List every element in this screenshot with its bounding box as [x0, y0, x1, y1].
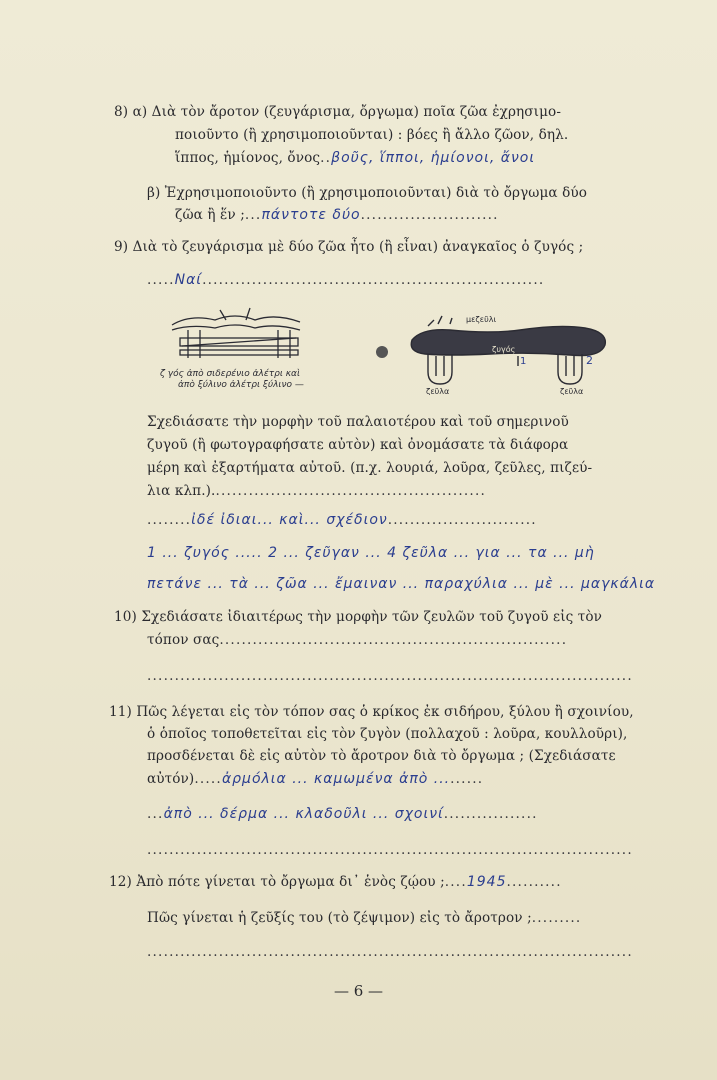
draw-text-4: λια κλπ.).	[147, 483, 216, 499]
q12-line-1: 12) Ἀπὸ πότε γίνεται τὸ ὄργωμα δι᾽ ἑνὸς ζῴου ;....1945..........	[109, 874, 562, 890]
q8a-text-2: ποιοῦντο (ἢ χρησιμοποιοῦνται) : βόες ἢ ἄλλο ζῶον, δηλ.	[175, 127, 569, 143]
q8-line-1	[114, 104, 561, 120]
q8b-line-2: ζῶα ἢ ἕν ;...πάντοτε δύο.........................	[175, 207, 499, 223]
q10-line-1	[114, 609, 602, 625]
q11-answer-1: ἀρμόλια ... καμωμένα ἀπὸ ...	[221, 771, 451, 787]
label-two: 2	[586, 354, 593, 367]
q8a-text-1: α) Διὰ τὸν ἄροτον (ζευγάρισμα, ὄργωμα) ποῖα ζῶα ἐχρησιμο-	[132, 104, 562, 120]
draw-answer-2-text: 1 ... ζυγός ..... 2 ... ζεῦγαν ... 4 ζεῦλα ... για ... τα ... μὴ	[147, 545, 595, 561]
label-zeula-left: ζεῦλα	[426, 387, 450, 395]
q12-line-2: Πῶς γίνεται ἡ ζεῦξίς του (τὸ ζέψιμον) εἰς τὸ ἄροτρον ;.........	[147, 910, 582, 926]
q11-line-4: αὐτόν).....ἀρμόλια ... καμωμένα ἀπὸ .........	[147, 771, 484, 787]
q11-text-3: προσδένεται δὲ εἰς αὐτὸν τὸ ἄροτρον διὰ τὸ ὄργωμα ; (Σχεδιάσατε	[147, 748, 616, 764]
draw-text-2: ζυγοῦ (ἢ φωτογραφήσατε αὐτὸν) καὶ ὀνομάσατε τὰ διάφορα	[147, 437, 569, 453]
left-caption-2: ἀπὸ ξύλινο ἀλέτρι ξύλινο —	[178, 380, 304, 390]
draw-text-3: μέρη καὶ ἐξαρτήματα αὐτοῦ. (π.χ. λουριά, λοῦρα, ζεῦλες, πιζεύ-	[147, 460, 593, 476]
binder-hole	[376, 346, 388, 358]
q8b-answer: πάντοτε δύο	[261, 207, 361, 223]
q12-number: 12)	[109, 874, 132, 890]
label-zygos: ζυγός	[492, 345, 516, 354]
draw-line-4: λια κλπ.)..................................................	[147, 483, 486, 499]
draw-answer-2	[147, 545, 595, 561]
q8a-answer: βοῦς, ἵπποι, ἡμίονοι, ἄνοι	[331, 150, 536, 166]
q11-answer-2: ἀπὸ ... δέρμα ... κλαδοῦλι ... σχοινί	[163, 806, 444, 822]
q8b-text-2: ζῶα ἢ ἕν ;	[175, 207, 245, 223]
q9-number: 9)	[114, 239, 129, 255]
q9-line-1	[114, 239, 583, 255]
draw-answer-3	[147, 576, 655, 592]
q8a-line-3: ἵππος, ἡμίονος, ὄνος..βοῦς, ἵπποι, ἡμίονοι, ἄνοι	[175, 150, 536, 166]
q10-text-2: τόπον σας	[147, 632, 220, 648]
q12-answer: 1945	[466, 874, 507, 890]
q11-blank-line: ........................................................................................	[147, 842, 633, 858]
q12-blank-line: ........................................................................................	[147, 944, 633, 960]
q10-line-2: τόπον σας...............................................................	[147, 632, 568, 648]
q11-line-1	[109, 704, 634, 720]
draw-answer-line-1: ........ἰδέ ἰδιαι... καὶ... σχέδιον...........................	[147, 512, 537, 528]
q12-text-1: Ἀπὸ πότε γίνεται τὸ ὄργωμα δι᾽ ἑνὸς ζῴου ;	[136, 874, 445, 890]
page-number: — 6 —	[333, 982, 384, 1000]
draw-text-1: Σχεδιάσατε τὴν μορφὴν τοῦ παλαιοτέρου καὶ τοῦ σημερινοῦ	[147, 414, 569, 430]
left-caption-1: ζ γός ἀπὸ σιδερένιο ἀλέτρι καὶ	[160, 369, 301, 379]
draw-answer-1: ἰδέ ἰδιαι... καὶ... σχέδιον	[191, 512, 388, 528]
q9-answer: Ναί	[174, 272, 203, 288]
label-one: 1	[520, 356, 527, 367]
q9-text: Διὰ τὸ ζευγάρισμα μὲ δύο ζῶα ἦτο (ἢ εἶναι) ἀναγκαῖος ὁ ζυγός ;	[132, 239, 584, 255]
q8-number: 8)	[114, 104, 129, 120]
q8b-text-1: β) Ἐχρησιμοποιοῦντο (ἢ χρησιμοποιοῦνται) διὰ τὸ ὄργωμα δύο	[147, 185, 588, 201]
q11-number: 11)	[109, 704, 132, 720]
q9-answer-line: .....Ναί..............................................................	[147, 272, 545, 288]
q10-number: 10)	[114, 609, 137, 625]
q11-text-2: ὁ ὁποῖος τοποθετεῖται εἰς τὸν ζυγὸν (πολλαχοῦ : λοῦρα, κουλλοῦρι),	[147, 726, 628, 742]
q10-blank-line: ........................................................................................	[147, 668, 633, 684]
q11-text-1: Πῶς λέγεται εἰς τὸν τόπον σας ὁ κρίκος ἐκ σιδήρου, ξύλου ἢ σχοινίου,	[136, 704, 634, 720]
q10-text-1: Σχεδιάσατε ἰδιαιτέρως τὴν μορφὴν τῶν ζευλῶν τοῦ ζυγοῦ εἰς τὸν	[141, 609, 603, 625]
q12-text-2: Πῶς γίνεται ἡ ζεῦξίς του (τὸ ζέψιμον) εἰς τὸ ἄροτρον ;	[147, 910, 532, 926]
label-zeula-right: ζεῦλα	[560, 387, 584, 395]
yoke-drawings	[160, 300, 660, 395]
q11-answer-line-2: ...ἀπὸ ... δέρμα ... κλαδοῦλι ... σχοινί.................	[147, 806, 538, 822]
left-yoke-drawing	[172, 308, 300, 358]
label-mezeuli: μεζεῦλι	[466, 315, 497, 324]
q8a-text-3: ἵππος, ἡμίονος, ὄνος	[175, 150, 321, 166]
q11-text-4: αὐτόν)	[147, 771, 195, 787]
draw-answer-3-text: πετάνε ... τὰ ... ζῶα ... ἔμαιναν ... παραχύλια ... μὲ ... μαγκάλια	[147, 576, 656, 592]
